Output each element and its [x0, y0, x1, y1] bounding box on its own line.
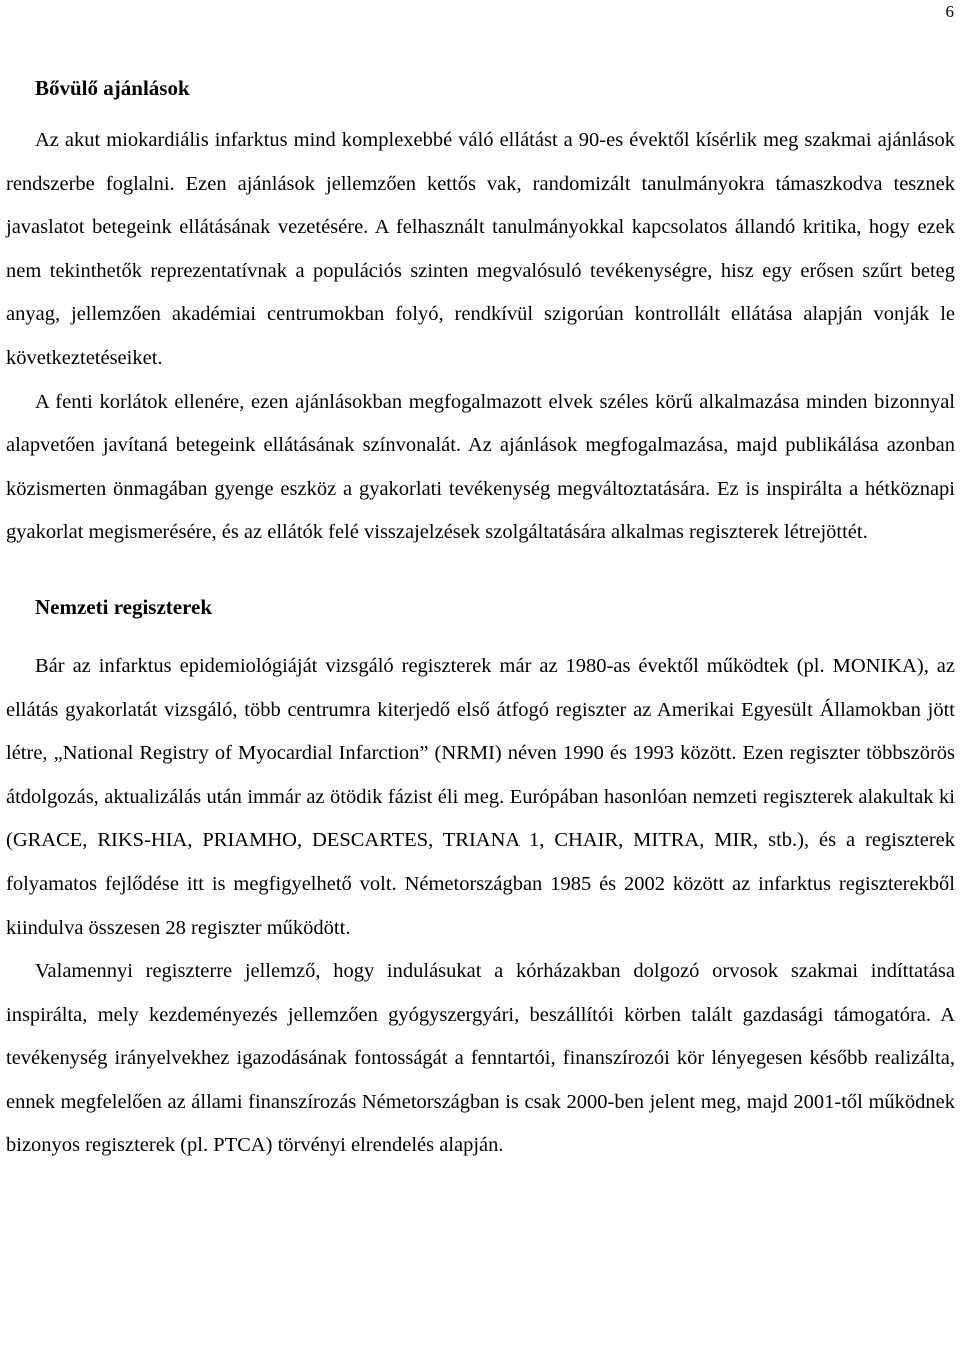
section-title-nemzeti-regiszterek: Nemzeti regiszterek: [35, 594, 213, 619]
paragraph: Bár az infarktus epidemiológiáját vizsgáló regiszterek már az 1980-as évektől működtek (pl. MONIKA), az ellátás gyakorlatát vizsgáló, több centrumra kiterjedő első átfogó regiszter az Amerikai Egyesült Államokban jött létre, „National Registry of Myocardial Infarction” (NRMI) néven 1990 és 1993 között. Ezen regiszter többszörös átdolgozás, aktualizálás után immár az ötödik fázist éli meg. Európában hasonlóan nemzeti regiszterek alakultak ki (GRACE, RIKS-HIA, PRIAMHO, DESCARTES, TRIANA 1, CHAIR, MITRA, MIR, stb.), és a regiszterek folyamatos fejlődése itt is megfigyelhető volt. Németországban 1985 és 2002 között az infarktus regiszterekből kiindulva összesen 28 regiszter működött.: [6, 654, 955, 939]
page-number: 6: [945, 2, 954, 21]
document-body: [6, 70, 955, 1168]
section-body-bovulo-ajanlasok: [6, 119, 955, 555]
paragraph: A fenti korlátok ellenére, ezen ajánlásokban megfogalmazott elvek széles körű alkalmazása minden bizonnyal alapvetően javítaná betegeink ellátásának színvonalát. Az ajánlások megfogalmazása, majd publikálása azonban közismerten önmagában gyenge eszköz a gyakorlati tevékenység megváltoztatására. Ez is inspirálta a hétköznapi gyakorlat megismerésére, és az ellátók felé visszajelzések szolgáltatására alkalmas regiszterek létrejöttét.: [6, 390, 955, 544]
paragraph: Valamennyi regiszterre jellemző, hogy indulásukat a kórházakban dolgozó orvosok szakmai indíttatása inspirálta, mely kezdeményezés jellemzően gyógyszergyári, beszállítói körben talált gazdasági támogatóra. A tevékenység irányelvekhez igazodásának fontosságát a fenntartói, finanszírozói kör lényegesen később realizálta, ennek megfelelően az állami finanszírozás Németországban is csak 2000-ben jelent meg, majd 2001-től működnek bizonyos regiszterek (pl. PTCA) törvényi elrendelés alapján.: [6, 960, 955, 1157]
paragraph: Az akut miokardiális infarktus mind komplexebbé váló ellátást a 90-es évektől kísérlik meg szakmai ajánlások rendszerbe foglalni. Ezen ajánlások jellemzően kettős vak, randomizált tanulmányokra támaszkodva tesznek javaslatot betegeink ellátásának vezetésére. A felhasznált tanulmányokkal kapcsolatos állandó kritika, hogy ezek nem tekinthetők reprezentatívnak a populációs szinten megvalósuló tevékenységre, hisz egy erősen szűrt beteg anyag, jellemzően akadémiai centrumokban folyó, rendkívül szigorúan kontrollált ellátása alapján vonják le következtetéseiket.: [6, 129, 955, 369]
section-title-bovulo-ajanlasok: Bővülő ajánlások: [35, 76, 190, 100]
section-body-nemzeti-regiszterek: [6, 645, 955, 1168]
